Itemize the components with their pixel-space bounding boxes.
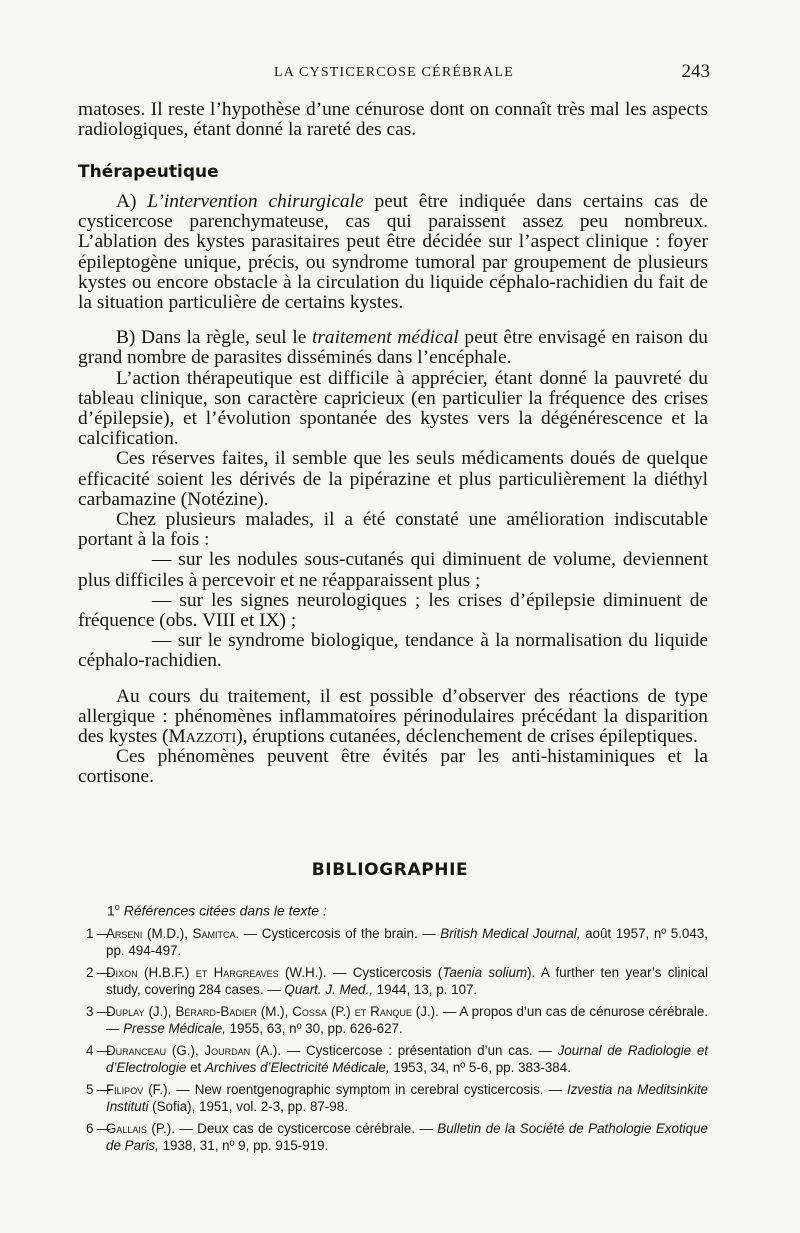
- paragraph-cours: [78, 687, 708, 748]
- reference-journal: Journal de Radiologie et d’Electrologie: [106, 1043, 709, 1075]
- reference-details: 1944, 13, p. 107.: [372, 982, 478, 997]
- running-title: LA CYSTICERCOSE CÉRÉBRALE: [273, 65, 515, 80]
- intro-paragraph: matoses. Il reste l’hypothèse d’une cénurose dont on connaît très mal les aspects radiologiques, étant donné la rareté des cas.: [78, 99, 708, 141]
- reference-journal: Quart. J. Med.,: [284, 982, 373, 997]
- paragraph-cours-b: ), éruptions cutanées, déclenchement de crises épileptiques.: [236, 726, 698, 748]
- paragraph-b-prefix: B) Dans la règle, seul le: [116, 327, 312, 349]
- paragraph-chez: Chez plusieurs malades, il a été constaté une amélioration indiscutable portant à la fois :: [78, 509, 708, 551]
- paragraph-b-rest: peut être envisagé en raison du grand nombre de parasites disséminés dans l’encéphale.: [78, 327, 709, 369]
- paragraph-reserves: Ces réserves faites, il semble que les seuls médicaments doués de quelque efficacité soient les dérivés de la pipérazine et plus particulièrement la diéthyl carbamazine (Notézine).: [78, 448, 708, 510]
- reference-authors: Dixon (H.B.F.) et Hargreaves (W.H.).: [106, 965, 327, 980]
- paragraph-a-prefix: A): [116, 191, 148, 212]
- bibliography-title: BIBLIOGRAPHIE: [311, 860, 469, 880]
- reference-title: — Cysticercose : présentation d’un cas. —: [281, 1043, 558, 1058]
- reference-authors: Gallais (P.).: [106, 1121, 175, 1136]
- reference-journal: Izvestia na Meditsinkite Instituti: [106, 1082, 708, 1114]
- reference-journal: British Medical Journal,: [440, 926, 581, 941]
- reference-number: 6 —: [86, 1121, 111, 1136]
- paragraph-ces: Ces phénomènes peuvent être évités par les anti-histaminiques et la cortisone.: [78, 746, 708, 788]
- reference-title: — A propos d’un cas de cénurose cérébrale. —: [106, 1004, 709, 1036]
- reference-details: (Sofia), 1951, vol. 2-3, pp. 87-98.: [148, 1099, 348, 1114]
- reference-details: août 1957, nº 5.043, pp. 494-497.: [106, 926, 708, 958]
- reference-authors: Duplay (J.), Bérard-Badier (M.), Cossa (P.) et Ranque (J.).: [106, 1004, 439, 1019]
- reference-item: [78, 925, 708, 959]
- therapy-text: [78, 192, 708, 788]
- paragraph-a: [78, 192, 708, 313]
- bibliography-sub-ordinal: o: [114, 902, 120, 912]
- reference-item: [78, 964, 708, 998]
- paragraph-action: L’action thérapeutique est difficile à apprécier, étant donné la pauvreté du tableau clinique, son caractère capricieux (en particulier la fréquence des crises d’épilepsie), et l’évolution spontanée des kystes vers la dégénérescence et la calcification.: [78, 367, 708, 450]
- dash-item-1: — sur les nodules sous-cutanés qui diminuent de volume, deviennent plus difficiles à percevoir et ne réapparaissent plus ;: [78, 549, 708, 591]
- intro-text: [78, 100, 708, 140]
- bibliography-sub-text: Références citées dans le texte :: [123, 902, 327, 919]
- reference-number: 5 —: [86, 1082, 111, 1097]
- reference-details: 1955, 63, nº 30, pp. 626-627.: [225, 1021, 403, 1036]
- section-title: Thérapeutique: [78, 162, 219, 182]
- reference-conjunction: et: [186, 1060, 205, 1075]
- paragraph-b: [78, 328, 708, 368]
- reference-item: [78, 1120, 708, 1154]
- reference-item: [78, 1042, 708, 1076]
- reference-list: [78, 925, 708, 1159]
- dash-item-2: — sur les signes neurologiques ; les crises d’épilepsie diminuent de fréquence (obs. VIII et IX) ;: [78, 589, 708, 632]
- reference-title-rest: ). A further ten year’s clinical study, covering 284 cases. —: [106, 965, 708, 997]
- reference-title: — New roentgenographic symptom in cerebral cysticercosis. —: [171, 1082, 567, 1097]
- reference-title: — Cysticercosis (: [326, 965, 443, 980]
- bibliography-sub-number: 1: [107, 902, 115, 919]
- reference-title: — Cysticercosis of the brain. —: [239, 926, 441, 941]
- reference-item: [78, 1081, 708, 1115]
- running-head: [78, 62, 710, 86]
- reference-title-emphasis: Taenia solium: [442, 965, 528, 980]
- reference-details: 1953, 34, nº 5-6, pp. 383-384.: [389, 1060, 571, 1075]
- reference-details: 1938, 31, nº 9, pp. 915-919.: [158, 1138, 329, 1153]
- reference-number: 2 —: [86, 965, 111, 980]
- paragraph-a-emphasis: L’intervention chirurgicale: [147, 191, 364, 212]
- reference-authors: Filipov (F.).: [106, 1082, 172, 1097]
- paragraph-b-emphasis: traitement médical: [311, 327, 459, 349]
- reference-item: [78, 1003, 708, 1037]
- reference-authors: Duranceau (G.), Jourdan (A.).: [106, 1043, 282, 1058]
- reference-number: 1 —: [86, 926, 111, 941]
- reference-journal-2: Archives d’Electricité Médicale,: [205, 1060, 390, 1075]
- reference-journal: Bulletin de la Société de Pathologie Exotique de Paris,: [106, 1121, 708, 1153]
- author-mazzoti: Mazzoti: [168, 726, 237, 748]
- bibliography-subheading: [107, 902, 327, 919]
- dash-item-3: — sur le syndrome biologique, tendance à la normalisation du liquide céphalo-rachidien.: [78, 630, 708, 672]
- reference-authors: Arseni (M.D.), Samitca.: [106, 926, 240, 941]
- paragraph-a-rest: peut être indiquée dans certains cas de cysticercose parenchymateuse, cas qui paraissent assez peu nombreux. L’ablation des kystes parasitaires peut être décidée sur l’aspect clinique : foyer épileptogène unique, précis, ou syndrome tumoral par groupement de plusieurs kystes ou encore obstacle à la circulation du liquide céphalo-rachidien du fait de la situation particulière de certains kystes.: [78, 191, 708, 314]
- reference-number: 4 —: [86, 1043, 111, 1058]
- reference-number: 3 —: [86, 1004, 111, 1019]
- reference-title: — Deux cas de cysticercose cérébrale. —: [174, 1121, 438, 1136]
- page-number: 243: [681, 61, 710, 82]
- reference-journal: Presse Médicale,: [123, 1021, 226, 1036]
- paragraph-cours-a: Au cours du traitement, il est possible d’observer des réactions de type allergique : phénomènes inflammatoires périnodulaires précédant la disparition des kystes (: [78, 685, 708, 748]
